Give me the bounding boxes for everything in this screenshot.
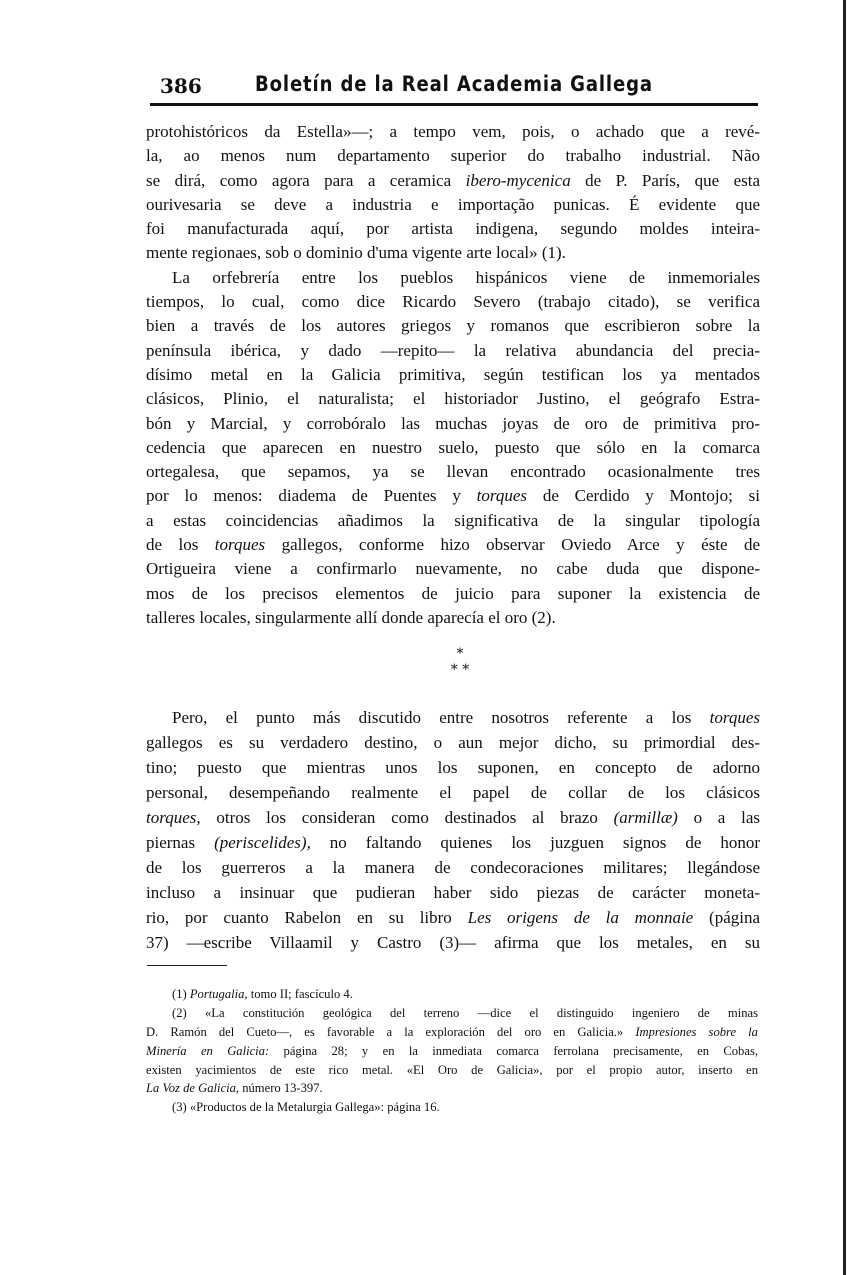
page-number: 386 xyxy=(160,74,202,98)
asterism-bottom: * * xyxy=(450,662,470,678)
text-segment: (página xyxy=(693,908,760,927)
text-segment: existen yacimientos de este rico metal. «El Oro de Galicia», por el propio autor, inserto en xyxy=(146,1062,758,1077)
journal-title: Boletín de la Real Academia Gallega xyxy=(255,72,653,96)
text-line xyxy=(146,509,760,533)
text-segment: foi manufacturada aquí, por artista indigena, segundo moldes inteira- xyxy=(146,219,760,239)
text-segment: (1) xyxy=(172,987,190,1001)
text-line xyxy=(146,1042,758,1061)
text-segment: número 13-397. xyxy=(239,1081,323,1096)
body-text xyxy=(146,120,760,952)
text-line xyxy=(146,339,760,363)
italic-segment: torques, xyxy=(146,808,201,827)
text-line xyxy=(146,855,760,880)
text-segment: de P. París, que esta xyxy=(570,170,760,190)
text-line xyxy=(146,557,760,581)
text-segment: península ibérica, y dado —repito— la relativa abundancia del precia- xyxy=(146,340,760,360)
text-line xyxy=(146,363,760,387)
text-line xyxy=(146,533,760,557)
text-segment: página 28; y en la inmediata comarca ferrolana precisamente, en Cobas, xyxy=(269,1043,758,1058)
text-segment: ortegalesa, que sepamos, ya se llevan encontrado ocasionalmente tres xyxy=(146,462,760,482)
asterism-top: * xyxy=(456,646,464,662)
italic-segment: Minería en Galicia: xyxy=(146,1043,270,1058)
text-segment: incluso a insinuar que pudieran haber sido piezas de carácter moneta- xyxy=(146,883,760,902)
footnotes xyxy=(146,985,758,1117)
text-line xyxy=(146,805,760,830)
running-header xyxy=(155,72,760,104)
text-line xyxy=(146,217,760,241)
text-segment: a estas coincidencias añadimos la significativa de la singular tipología xyxy=(146,510,760,530)
paragraph xyxy=(146,705,760,955)
text-line xyxy=(146,387,760,411)
text-segment: protohistóricos da Estella»—; a tempo vem, pois, o achado que a revé- xyxy=(146,122,760,141)
text-segment: mos de los precisos elementos de juicio para suponer la existencia de xyxy=(146,583,760,603)
text-segment: (2) «La constitución geológica del terreno —dice el distinguido ingeniero de minas xyxy=(172,1005,758,1020)
text-line xyxy=(146,266,760,290)
text-segment: D. Ramón del Cueto—, es favorable a la exploración del oro en Galicia.» xyxy=(146,1024,636,1039)
text-segment: clásicos, Plinio, el naturalista; el historiador Justino, el geógrafo Estra- xyxy=(146,389,760,409)
text-line xyxy=(146,780,760,805)
text-segment: tino; puesto que mientras unos los suponen, en concepto de adorno xyxy=(146,758,760,777)
asterism xyxy=(440,646,480,678)
text-segment: de Cerdido y Montojo; si xyxy=(527,486,760,506)
text-line xyxy=(146,985,758,1004)
header-rule xyxy=(150,103,758,106)
text-segment: por lo menos: diadema de Puentes y xyxy=(146,486,477,506)
text-line xyxy=(146,1061,758,1080)
text-line xyxy=(146,1098,758,1117)
text-segment: personal, desempeñando realmente el papel de collar de los clásicos xyxy=(146,783,760,802)
text-segment: mente regionaes, sob o dominio d'uma vigente arte local» (1). xyxy=(146,243,566,263)
text-line xyxy=(146,1023,758,1042)
text-line xyxy=(146,582,760,606)
text-segment: tiempos, lo cual, como dice Ricardo Severo (trabajo citado), se verifica xyxy=(146,292,760,312)
italic-segment: ibero-mycenica xyxy=(465,170,571,190)
text-line xyxy=(146,705,760,730)
italic-segment: Les origens de la monnaie xyxy=(467,908,694,927)
text-segment: La orfebrería entre los pueblos hispánicos viene de inmemoriales xyxy=(172,267,760,287)
text-line xyxy=(146,412,760,436)
text-segment: de los xyxy=(146,535,215,555)
paragraph xyxy=(146,120,760,266)
text-segment: tomo II; fascículo 4. xyxy=(247,987,353,1001)
text-segment: gallegos, conforme hizo observar Oviedo Arce y éste de xyxy=(265,535,760,555)
text-line xyxy=(146,830,760,855)
text-line xyxy=(146,730,760,755)
text-segment: o a las xyxy=(677,808,760,827)
italic-segment: La Voz de Galicia, xyxy=(146,1081,240,1096)
text-line xyxy=(146,930,760,955)
text-line xyxy=(146,484,760,508)
text-line xyxy=(146,436,760,460)
text-segment: bien a través de los autores griegos y romanos que escribieron sobre la xyxy=(146,316,760,336)
text-segment: bón y Marcial, y corrobóralo las muchas joyas de oro de primitiva pro- xyxy=(146,413,760,433)
italic-segment: Portugalia, xyxy=(189,987,248,1001)
text-line xyxy=(146,144,760,168)
paragraph xyxy=(146,266,760,630)
text-segment: Ortigueira viene a confirmarlo nuevamente, no cabe duda que dispone- xyxy=(146,559,760,579)
text-line xyxy=(146,314,760,338)
italic-segment: torques xyxy=(214,535,266,555)
text-segment: piernas xyxy=(146,833,215,852)
italic-segment: (armillæ) xyxy=(613,808,678,827)
italic-segment: Impresiones sobre la xyxy=(635,1024,758,1039)
text-segment: dísimo metal en la Galicia primitiva, según testifican los ya mentados xyxy=(146,364,760,384)
text-line xyxy=(146,905,760,930)
italic-segment: (periscelides), xyxy=(214,833,311,852)
text-line xyxy=(146,169,760,193)
text-line xyxy=(146,1004,758,1023)
text-segment: rio, por cuanto Rabelon en su libro xyxy=(146,908,468,927)
text-line xyxy=(146,241,760,265)
text-segment: no faltando quienes los juzguen signos de honor xyxy=(310,833,760,852)
text-line xyxy=(146,606,760,630)
text-line xyxy=(146,460,760,484)
text-segment: 37) —escribe Villaamil y Castro (3)— afirma que los metales, en su xyxy=(146,933,760,952)
text-segment: talleres locales, singularmente allí donde aparecía el oro (2). xyxy=(146,607,556,627)
text-line xyxy=(146,290,760,314)
text-segment: la, ao menos num departamento superior do trabalho industrial. Não xyxy=(146,146,760,166)
text-line xyxy=(146,193,760,217)
scan-edge xyxy=(843,0,846,1275)
text-segment: gallegos es su verdadero destino, o aun mejor dicho, su primordial des- xyxy=(146,733,760,752)
italic-segment: torques xyxy=(476,486,528,506)
text-segment: cedencia que aparecen en nuestro suelo, puesto que sólo en la comarca xyxy=(146,437,760,457)
text-segment: otros los consideran como destinados al brazo xyxy=(200,808,614,827)
text-segment: (3) «Productos de la Metalurgia Gallega»: página 16. xyxy=(172,1100,440,1115)
footnote-rule xyxy=(147,965,227,966)
text-line xyxy=(146,120,760,144)
text-segment: se dirá, como agora para a ceramica xyxy=(146,170,466,190)
text-line xyxy=(146,880,760,905)
text-line xyxy=(146,1079,758,1098)
text-segment: de los guerreros a la manera de condecoraciones militares; llegándose xyxy=(146,858,760,877)
text-line xyxy=(146,755,760,780)
italic-segment: torques xyxy=(709,708,760,727)
text-segment: Pero, el punto más discutido entre nosotros referente a los xyxy=(172,708,710,727)
text-segment: ourivesaria se deve a industria e importação punicas. É evidente que xyxy=(146,194,760,214)
